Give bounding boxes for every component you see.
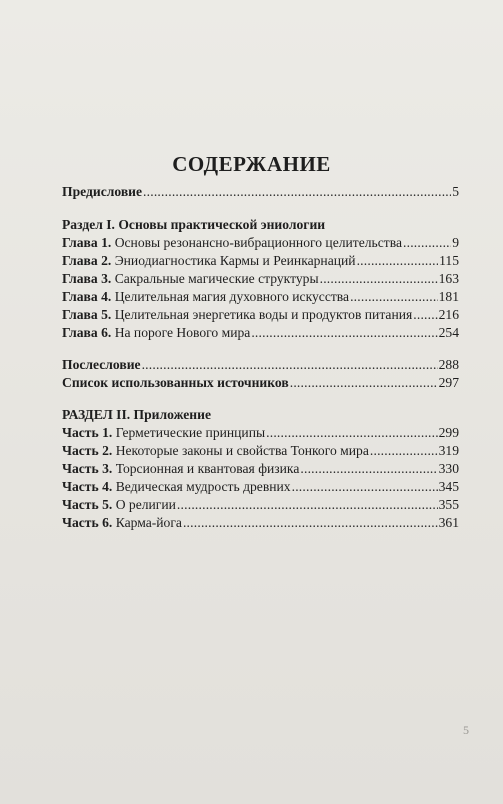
- table-of-contents: [62, 184, 459, 533]
- toc-item-prefix: Часть 2.: [62, 443, 113, 458]
- toc-chapter-2: [62, 253, 459, 271]
- toc-afterword-label: Послесловие: [62, 357, 141, 372]
- leader-dots: [300, 461, 437, 477]
- toc-item-prefix: Глава 5.: [62, 307, 112, 322]
- toc-item-page: 319: [438, 443, 459, 458]
- toc-item-page: 216: [438, 307, 459, 322]
- toc-item-prefix: Часть 4.: [62, 479, 113, 494]
- toc-part-2: [62, 443, 459, 461]
- toc-item-prefix: Часть 3.: [62, 461, 113, 476]
- toc-chapter-6: [62, 325, 459, 343]
- toc-chapter-5: [62, 307, 459, 325]
- leader-dots: [403, 235, 451, 251]
- toc-item-title: Целительная энергетика воды и продуктов питания: [114, 307, 413, 322]
- leader-dots: [142, 357, 438, 373]
- toc-item-page: 254: [438, 325, 459, 340]
- toc-item-prefix: Глава 4.: [62, 289, 112, 304]
- toc-part-4: [62, 479, 459, 497]
- leader-dots: [266, 425, 437, 441]
- toc-afterword-page: 288: [438, 357, 459, 372]
- toc-item-page: 355: [438, 497, 459, 512]
- toc-chapter-3: [62, 271, 459, 289]
- leader-dots: [413, 307, 437, 323]
- toc-item-prefix: Часть 1.: [62, 425, 113, 440]
- toc-item-prefix: Глава 6.: [62, 325, 112, 340]
- toc-sources: [62, 375, 459, 393]
- section2-heading: РАЗДЕЛ II. Приложение: [62, 407, 211, 422]
- section2-list: [62, 425, 459, 533]
- toc-item-prefix: Часть 6.: [62, 515, 113, 530]
- toc-item-title: О религии: [115, 497, 176, 512]
- toc-item-title: Карма-йога: [115, 515, 182, 530]
- leader-dots: [320, 271, 438, 287]
- leader-dots: [357, 253, 439, 269]
- toc-afterword: [62, 357, 459, 375]
- toc-item-title: Сакральные магические структуры: [114, 271, 319, 286]
- toc-item-page: 330: [438, 461, 459, 476]
- toc-preface-page: 5: [452, 184, 459, 199]
- toc-item-title: Герметические принципы: [115, 425, 266, 440]
- toc-item-title: Ведическая мудрость древних: [115, 479, 291, 494]
- toc-item-title: Целительная магия духовного искусства: [114, 289, 350, 304]
- toc-item-page: 163: [438, 271, 459, 286]
- toc-chapter-4: [62, 289, 459, 307]
- toc-item-prefix: Глава 3.: [62, 271, 112, 286]
- toc-item-page: 181: [438, 289, 459, 304]
- toc-preface-label: Предисловие: [62, 184, 143, 199]
- toc-item-title: Эниодиагностика Кармы и Реинкарнаций: [114, 253, 356, 268]
- toc-part-1: [62, 425, 459, 443]
- leader-dots: [183, 515, 438, 531]
- leader-dots: [292, 479, 438, 495]
- page-number: 5: [463, 723, 469, 737]
- leader-dots: [290, 375, 438, 391]
- toc-item-page: 115: [439, 253, 459, 268]
- toc-item-page: 299: [438, 425, 459, 440]
- leader-dots: [143, 184, 451, 200]
- toc-sources-label: Список использованных источников: [62, 375, 289, 390]
- leader-dots: [251, 325, 437, 341]
- toc-item-title: На пороге Нового мира: [114, 325, 251, 340]
- toc-item-prefix: Часть 5.: [62, 497, 113, 512]
- toc-preface: [62, 184, 459, 202]
- leader-dots: [350, 289, 438, 305]
- toc-item-prefix: Глава 2.: [62, 253, 112, 268]
- toc-item-page: 345: [438, 479, 459, 494]
- leader-dots: [177, 497, 438, 513]
- toc-item-prefix: Глава 1.: [62, 235, 112, 250]
- section1-heading: Раздел I. Основы практической эниологии: [62, 217, 326, 232]
- toc-item-title: Торсионная и квантовая физика: [115, 461, 300, 476]
- toc-part-6: [62, 515, 459, 533]
- toc-item-title: Основы резонансно-вибрационного целительства: [114, 235, 402, 250]
- toc-item-page: 361: [438, 515, 459, 530]
- toc-item-title: Некоторые законы и свойства Тонкого мира: [115, 443, 369, 458]
- section1-list: [62, 235, 459, 343]
- toc-sources-page: 297: [438, 375, 459, 390]
- page-title: СОДЕРЖАНИЕ: [172, 152, 331, 176]
- toc-part-3: [62, 461, 459, 479]
- toc-chapter-1: [62, 235, 459, 253]
- toc-item-page: 9: [452, 235, 459, 250]
- toc-part-5: [62, 497, 459, 515]
- leader-dots: [370, 443, 438, 459]
